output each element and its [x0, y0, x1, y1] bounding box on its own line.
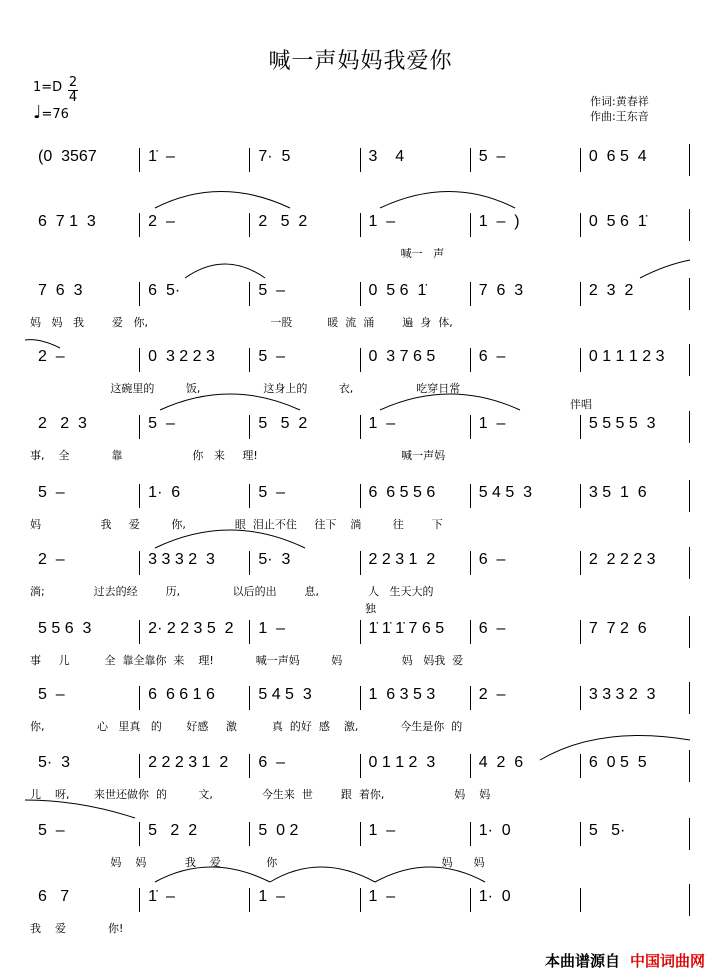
lyrics-line: 事, 全 靠 你 来 理! 喊一声妈 — [30, 449, 446, 462]
time-numerator: 2 — [68, 75, 78, 90]
measure: 2· 2 2 3 5 2 — [139, 620, 249, 644]
measure: 7 7 2 6 — [580, 620, 690, 644]
measure: 0 1 1 2 3 — [360, 754, 470, 778]
notes-line — [30, 551, 690, 575]
footer-source-label: 本曲谱源自 — [544, 952, 620, 970]
notes-line — [30, 620, 690, 644]
measure: 0 6 5 4 — [580, 148, 690, 172]
measure: 0 5 6 1̇ — [580, 213, 690, 237]
measure: 5· 3 — [38, 754, 71, 771]
measure: 5 0 2 — [249, 822, 359, 846]
measure: 3 3 3 2 3 — [580, 686, 690, 710]
lyrics-line: 这碗里的 饭, 这身上的 衣, 吃穿日常 — [30, 382, 461, 395]
measure: 5 – — [38, 484, 65, 501]
measure: 5 – — [139, 415, 249, 439]
lyrics-line: 妈 妈 我 爱 你 妈 妈 — [30, 856, 485, 869]
measure: 5 – — [470, 148, 580, 172]
accompany-mark: 伴唱 — [570, 398, 592, 411]
measure: 2 – — [470, 686, 580, 710]
barline — [689, 750, 690, 782]
tempo-value: =76 — [41, 107, 69, 122]
measure: 1̇ 1̇ 1̇ 7 6 5 — [360, 620, 470, 644]
measure: 6 – — [249, 754, 359, 778]
measure: 0 3 7 6 5 — [360, 348, 470, 372]
barline — [689, 884, 690, 916]
lyrics-line: 我 爱 你! — [30, 922, 124, 935]
score-row — [30, 822, 690, 882]
measure: 5 5· — [580, 822, 690, 846]
tempo-marking — [33, 102, 69, 123]
measure: 1 – — [470, 415, 580, 439]
measure: 1· 0 — [470, 822, 580, 846]
measure: 6 – — [470, 551, 580, 575]
barline — [689, 411, 690, 443]
measure: 4 2 6 — [470, 754, 580, 778]
composer: 作曲:王东音 — [590, 110, 649, 123]
measure: 2 5 2 — [249, 213, 359, 237]
barline — [689, 344, 690, 376]
measure: 1 – — [360, 415, 470, 439]
notes-line — [30, 484, 690, 508]
barline — [689, 616, 690, 648]
measure — [580, 888, 690, 912]
score-row — [30, 620, 690, 680]
measure: 3 4 — [360, 148, 470, 172]
measure: 7 6 3 — [470, 282, 580, 306]
notes-line — [30, 686, 690, 710]
measure: 6 7 — [38, 888, 70, 905]
measure: 7 6 3 — [38, 282, 83, 299]
lyrics-line: 喊一 声 — [30, 247, 445, 260]
lyrics-line: 事 儿 全 靠全靠你 来 理! 喊一声妈 妈 妈 妈我 爱 — [30, 654, 464, 667]
barline — [689, 682, 690, 714]
score-row — [30, 551, 690, 611]
measure: 2 – — [38, 551, 65, 568]
barline — [689, 144, 690, 176]
score-row — [30, 148, 690, 208]
measure: 6 6 6 1 6 — [139, 686, 249, 710]
measure: 5· 3 — [249, 551, 359, 575]
measure: 1 – — [360, 822, 470, 846]
measure: 2 2 2 2 3 — [580, 551, 690, 575]
lyricist: 作词:黄春祥 — [590, 95, 649, 108]
lyrics-line: 淌; 过去的经 历, 以后的出 息, 人 生天大的 — [30, 585, 434, 598]
notes-line — [30, 348, 690, 372]
measure: 1̇ – — [139, 148, 249, 172]
footer-site-name[interactable]: 中国词曲网 — [629, 952, 705, 970]
score-row — [30, 484, 690, 544]
notes-line — [30, 888, 690, 912]
measure: 5 – — [38, 686, 65, 703]
measure: 7· 5 — [249, 148, 359, 172]
measure: 2 2 3 1 2 — [360, 551, 470, 575]
score-row — [30, 686, 690, 746]
measure: 0 1 1 1 2 3 — [580, 348, 690, 372]
measure: 2 2 3 — [38, 415, 87, 432]
measure: 1· 6 — [139, 484, 249, 508]
measure: 1̇ – — [139, 888, 249, 912]
measure: 6 7 1 3 — [38, 213, 96, 230]
measure: 1 6 3 5 3 — [360, 686, 470, 710]
measure: 5 5 2 — [249, 415, 359, 439]
lyrics-line: 妈 我 爱 你, 眼 泪止不住 往下 淌 往 下 — [30, 518, 443, 531]
barline — [689, 209, 690, 241]
measure: 5 5 5 5 3 — [580, 415, 690, 439]
measure: 5 – — [249, 282, 359, 306]
notes-line — [30, 148, 690, 172]
measure: 2 3 2 — [580, 282, 690, 306]
measure: 1 – ) — [470, 213, 580, 237]
key-signature: 1=D — [33, 80, 63, 95]
barline — [689, 278, 690, 310]
measure: 1 – — [249, 620, 359, 644]
measure: 6 0 5 5 — [580, 754, 690, 778]
time-signature — [68, 76, 78, 105]
measure: 6 6 5 5 6 — [360, 484, 470, 508]
measure: 0 3 2 2 3 — [139, 348, 249, 372]
score-row — [30, 754, 690, 814]
measure: 5 – — [38, 822, 65, 839]
page-title: 喊一声妈妈我爱你 — [268, 49, 453, 74]
measure: 5 – — [249, 348, 359, 372]
score-row — [30, 213, 690, 273]
footer — [545, 950, 705, 971]
measure: 2 2 2 3 1 2 — [139, 754, 249, 778]
measure: 5 – — [249, 484, 359, 508]
measure: 1 – — [360, 888, 470, 912]
measure: 5 4 5 3 — [470, 484, 580, 508]
measure: 6 – — [470, 620, 580, 644]
measure: 5 5 6 3 — [38, 620, 92, 637]
measure: 3 3 3 2 3 — [139, 551, 249, 575]
measure: 3 5 1 6 — [580, 484, 690, 508]
solo-mark: 独 — [365, 602, 376, 615]
time-denominator: 4 — [68, 90, 78, 105]
measure: 2 – — [38, 348, 65, 365]
barline — [689, 818, 690, 850]
score-row — [30, 282, 690, 342]
measure: 6 – — [470, 348, 580, 372]
notes-line — [30, 754, 690, 778]
barline — [689, 547, 690, 579]
score-row — [30, 415, 690, 475]
notes-line — [30, 415, 690, 439]
barline — [689, 480, 690, 512]
lyrics-line: 你, 心 里真 的 好感 激 真 的好 感 激, 今生是你 的 — [30, 720, 463, 733]
notes-line — [30, 282, 690, 306]
notes-line — [30, 213, 690, 237]
lyrics-line: 儿 呀, 来世还做你 的 文, 今生来 世 跟 着你, 妈 妈 — [30, 788, 491, 801]
measure: 1· 0 — [470, 888, 580, 912]
score-row — [30, 888, 690, 948]
measure: 0 5 6 1̇ — [360, 282, 470, 306]
measure: 5 4 5 3 — [249, 686, 359, 710]
measure: 2 – — [139, 213, 249, 237]
quarter-note-icon: ♩ — [33, 102, 42, 123]
lyrics-line: 妈 妈 我 爱 你, 一股 暖 流 涌 遍 身 体, — [30, 316, 453, 329]
measure: (0 3567 — [38, 148, 97, 165]
measure: 5 2 2 — [139, 822, 249, 846]
measure: 6 5· — [139, 282, 249, 306]
measure: 1 – — [249, 888, 359, 912]
credits — [590, 94, 649, 124]
notes-line — [30, 822, 690, 846]
measure: 1 – — [360, 213, 470, 237]
